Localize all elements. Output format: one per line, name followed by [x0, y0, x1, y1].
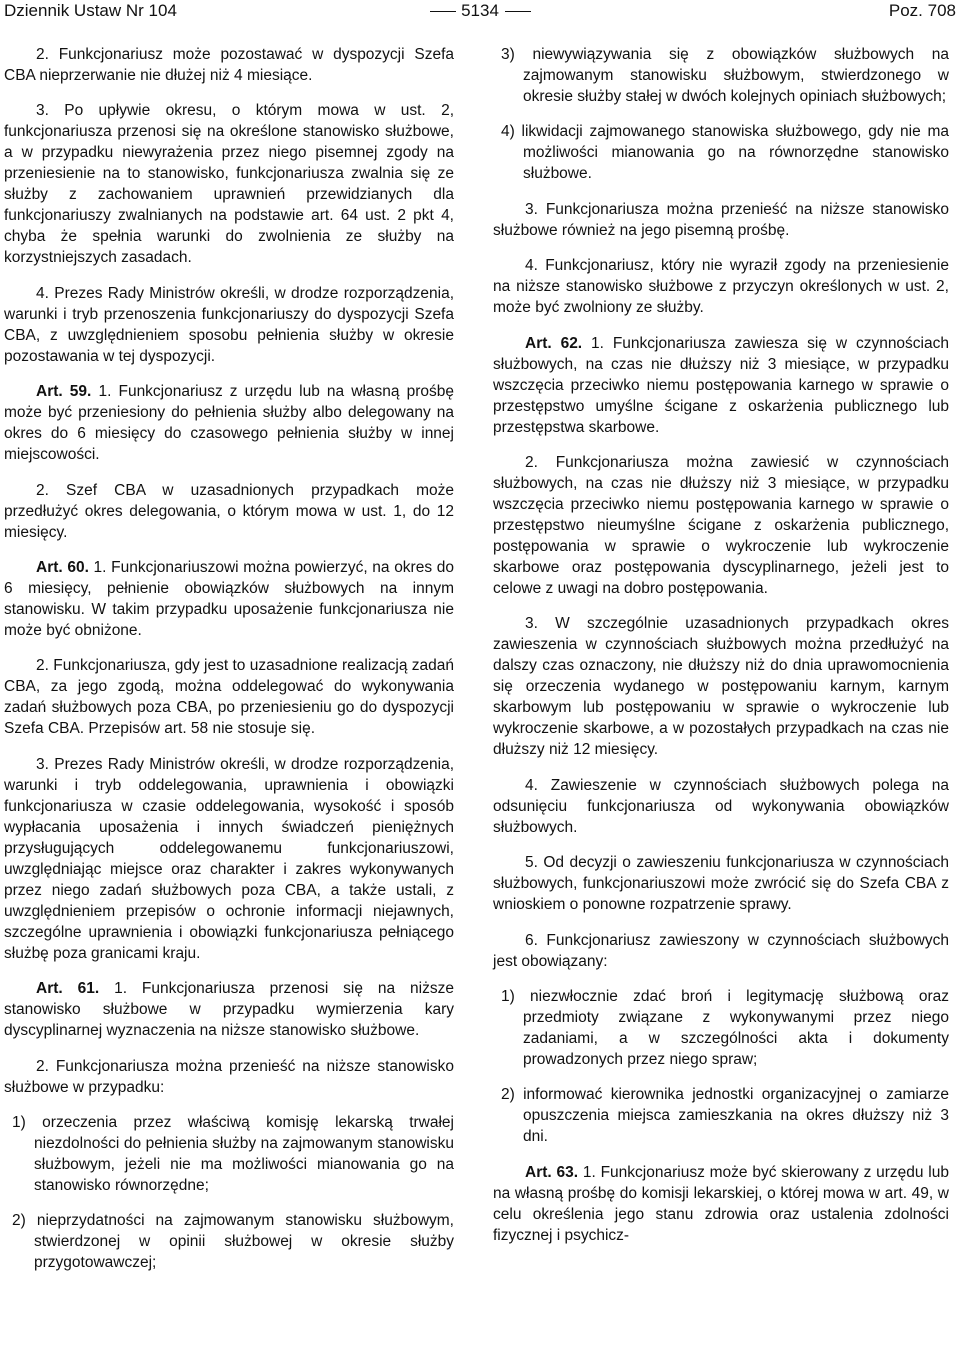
paragraph: 4. Funkcjonariusz, który nie wyraził zgody na przeniesienie na niższe stanowisko służbowe z przyczyn określonych w ust. 2, może być zwolniony ze służby.	[493, 257, 949, 317]
journal-title: Dziennik Ustaw Nr 104	[4, 1, 177, 20]
list-item	[493, 121, 949, 184]
list-item	[493, 986, 949, 1070]
paragraph: 2. Funkcjonariusza, gdy jest to uzasadnione realizacją zadań CBA, za jego zgodą, można oddelegować do wykonywania zadań służbowych poza CBA, po przeniesieniu go do dyspozycji Szefa CBA. Przepisów art. 58 nie stosuje się.	[4, 657, 454, 738]
paragraph: 4. Prezes Rady Ministrów określi, w drodze rozporządzenia, warunki i tryb przenoszenia funkcjonariuszy do dyspozycji Szefa CBA, z uwzględnieniem sposobu pełnienia służby w okresie pozostawania w tej dyspozycji.	[4, 284, 454, 365]
list-item	[4, 1210, 454, 1273]
article-paragraph	[4, 557, 454, 641]
list-item-text: 1) niezwłocznie zdać broń i legitymację służbową oraz przedmioty związane z wykonywanymi przez niego zadaniami, a w szczególności akta i dokumenty prowadzonych przez niego spraw;	[501, 987, 949, 1068]
article-text: 1. Funkcjonariusz z urzędu lub na własną prośbę może być przeniesiony do pełnienia służby albo delegowany na okres do 6 miesięcy do czasowego pełnienia służby w innej miejscowości.	[4, 383, 454, 464]
page-header	[0, 0, 960, 28]
paragraph: 3. Prezes Rady Ministrów określi, w drodze rozporządzenia, warunki i tryb oddelegowania, uprawnienia i obowiązki funkcjonariusza w czasie oddelegowania, wysokość i sposób wypłacania uposażenia i innych świadczeń pieniężnych przysługujących oddelegowanemu funkcjonariuszowi, uwzględniając miejsce oraz charakter i zakres wykonywanych przez niego zadań służbowych poza CBA, a także ustali, z uwzględnieniem przepisów o ochronie informacji niejawnych, szczególne uprawnienia i obowiązki funkcjonariusza pełniącego służbę poza granicami kraju.	[4, 755, 454, 962]
paragraph: 3. W szczególnie uzasadnionych przypadkach okres zawieszenia w czynnościach służbowych można przedłużyć na dalszy czas oznaczony, nie dłuższy niż do dnia uprawomocnienia się orzeczenia wydanego w postępowaniu karnym, karnym skarbowym lub postępowaniu w sprawie o wykroczenie lub wykroczenie skarbowe, a w pozostałych przypadkach na czas nie dłuższy niż 12 miesięcy.	[493, 615, 949, 759]
paragraph: 2. Funkcjonariusza można zawiesić w czynnościach służbowych, na czas nie dłuższy niż 3 miesiące, w przypadku wszczęcia przeciwko niemu postępowania karnego w sprawie o przestępstwo nieumyślne ścigane z oskarżenia publicznego, postępowania w sprawie o wykroczenie lub wykroczenie skarbowe oraz postępowania dyscyplinarnego, jeżeli jest to celowe z uwagi na dobro postępowania.	[493, 453, 949, 597]
article-label: Art. 59.	[36, 383, 92, 401]
right-column	[493, 44, 949, 1260]
paragraph: 2. Funkcjonariusza można przenieść na niższe stanowisko służbowe w przypadku:	[4, 1057, 454, 1096]
article-text: 1. Funkcjonariuszowi można powierzyć, na okres do 6 miesięcy, pełnienie obowiązków służbowych na innym stanowisku. W takim przypadku uposażenie funkcjonariusza nie może być obniżone.	[4, 558, 454, 639]
list-item	[4, 1112, 454, 1196]
article-text: 1. Funkcjonariusza zawiesza się w czynnościach służbowych, na czas nie dłuższy niż 3 miesiące, w przypadku wszczęcia przeciwko niemu postępowania karnego w sprawie o przestępstwo umyślne ścigane z oskarżenia publicznego lub przestępstwa skarbowe.	[493, 334, 949, 436]
paragraph: 4. Zawieszenie w czynnościach służbowych polega na odsunięciu funkcjonariusza od wykonywania obowiązków służbowych.	[493, 776, 949, 836]
paragraph: 3. Po upływie okresu, o którym mowa w ust. 2, funkcjonariusza przenosi się na określone stanowisko służbowe, a w przypadku niewyrażenia przez niego pisemnej zgody na przeniesienie na to stanowisko, funkcjonariusza zwalnia się ze służby z zachowaniem uprawnień przewidzianych dla funkcjonariuszy zwalnianych na podstawie art. 64 ust. 2 pkt 4, chyba że spełnia warunki do zwolnienia ze służby na korzystniejszych zasadach.	[4, 102, 454, 267]
list-item-text: 3) niewywiązywania się z obowiązków służbowych na zajmowanym stanowisku służbowym, stwierdzonego w okresie służby stałej w dwóch kolejnych opiniach służbowych;	[501, 46, 949, 105]
dash-left	[430, 11, 456, 12]
list-item	[493, 44, 949, 107]
list-item-text: 4) likwidacji zajmowanego stanowiska służbowego, gdy nie ma możliwości mianowania go na równorzędne stanowisko służbowe.	[501, 123, 949, 183]
article-text: 1. Funkcjonariusz może być skierowany z urzędu lub na własną prośbę do komisji lekarskiej, o której mowa w art. 49, w celu określenia jego stanu zdrowia oraz ustalenia zdolności fizycznej i psychicz-	[493, 1163, 949, 1244]
left-column	[4, 44, 454, 1288]
article-paragraph	[493, 333, 949, 438]
position-label: Poz. 708	[888, 1, 956, 20]
article-paragraph	[4, 381, 454, 465]
article-label: Art. 61.	[36, 980, 100, 998]
dash-right	[505, 11, 531, 12]
article-label: Art. 60.	[36, 558, 89, 576]
article-label: Art. 62.	[525, 334, 583, 352]
list-item-text: 2) informować kierownika jednostki organizacyjnej o zamiarze opuszczenia miejsca zamieszkania na okres dłuższy niż 3 dni.	[501, 1086, 949, 1146]
paragraph: 5. Od decyzji o zawieszeniu funkcjonariusza w czynnościach służbowych, funkcjonariuszowi może zwrócić się do Szefa CBA z wnioskiem o ponowne rozpatrzenie sprawy.	[493, 854, 949, 914]
paragraph: 6. Funkcjonariusz zawieszony w czynnościach służbowych jest obowiązany:	[493, 931, 949, 970]
article-paragraph	[4, 978, 454, 1041]
paragraph: 2. Funkcjonariusz może pozostawać w dyspozycji Szefa CBA nieprzerwanie nie dłużej niż 4 miesiące.	[4, 46, 454, 84]
article-text: 1. Funkcjonariusza przenosi się na niższe stanowisko służbowe w przypadku wymierzenia kary dyscyplinarnej wyznaczenia na niższe stanowisko służbowe.	[4, 980, 454, 1040]
list-item-text: 1) orzeczenia przez właściwą komisję lekarską trwałej niezdolności do pełnienia służby na zajmowanym stanowisku służbowym, jeżeli nie ma możliwości mianowania go na stanowisko równorzędne;	[12, 1113, 454, 1194]
paragraph: 3. Funkcjonariusza można przenieść na niższe stanowisko służbowe również na jego pisemną prośbę.	[493, 200, 949, 239]
page-number-text: 5134	[461, 1, 499, 20]
page-number	[0, 0, 960, 22]
list-item-text: 2) nieprzydatności na zajmowanym stanowisku służbowym, stwierdzonej w opinii służbowej w okresie służby przygotowawczej;	[12, 1212, 454, 1272]
article-paragraph	[493, 1162, 949, 1246]
list-item	[493, 1084, 949, 1147]
article-label: Art. 63.	[525, 1163, 579, 1181]
paragraph: 2. Szef CBA w uzasadnionych przypadkach może przedłużyć okres delegowania, o którym mowa w ust. 1, do 12 miesięcy.	[4, 481, 454, 541]
